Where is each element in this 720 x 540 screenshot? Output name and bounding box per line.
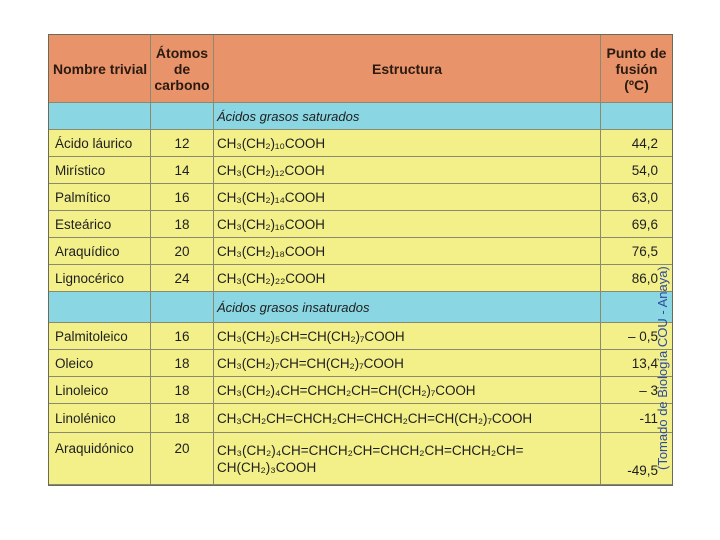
carbon-count: 16 xyxy=(151,323,214,350)
acid-name: Palmítico xyxy=(49,184,151,211)
section-saturated-title: Ácidos grasos saturados xyxy=(214,103,601,130)
melting-point: -49,5 xyxy=(601,433,672,485)
melting-point: 69,6 xyxy=(601,211,672,238)
structure-formula: CH₃(CH₂)₇CH=CH(CH₂)₇COOH xyxy=(214,350,601,377)
acid-name: Oleico xyxy=(49,350,151,377)
fatty-acids-table xyxy=(48,34,673,486)
header-name: Nombre trivial xyxy=(49,35,151,103)
carbon-count: 12 xyxy=(151,130,214,157)
header-carbons: Átomos de carbono xyxy=(151,35,214,103)
carbon-count: 20 xyxy=(151,433,214,485)
section-saturated-row xyxy=(49,103,672,130)
structure-formula: CH₃(CH₂)₂₂COOH xyxy=(214,265,601,292)
source-credit: (Tomado de Biología COU - Anaya) xyxy=(655,266,670,470)
structure-formula: CH₃(CH₂)₅CH=CH(CH₂)₇COOH xyxy=(214,323,601,350)
table-row xyxy=(49,433,672,485)
carbon-count: 14 xyxy=(151,157,214,184)
table-row xyxy=(49,323,672,350)
acid-name: Araquidónico xyxy=(49,433,151,485)
carbon-count: 18 xyxy=(151,211,214,238)
structure-formula: CH₃(CH₂)₁₄COOH xyxy=(214,184,601,211)
acid-name: Linoleico xyxy=(49,377,151,404)
melting-point: 54,0 xyxy=(601,157,672,184)
table-row xyxy=(49,377,672,404)
table-row xyxy=(49,265,672,292)
carbon-count: 20 xyxy=(151,238,214,265)
carbon-count: 18 xyxy=(151,350,214,377)
melting-point: – 0,5 xyxy=(601,323,672,350)
header-structure: Estructura xyxy=(214,35,601,103)
table-row xyxy=(49,211,672,238)
structure-formula: CH₃(CH₂)₁₀COOH xyxy=(214,130,601,157)
melting-point: 63,0 xyxy=(601,184,672,211)
acid-name: Esteárico xyxy=(49,211,151,238)
table-row xyxy=(49,184,672,211)
table-row xyxy=(49,238,672,265)
melting-point: 44,2 xyxy=(601,130,672,157)
carbon-count: 16 xyxy=(151,184,214,211)
acid-name: Mirístico xyxy=(49,157,151,184)
section-unsaturated-row xyxy=(49,292,672,323)
melting-point: 86,0 xyxy=(601,265,672,292)
acid-name: Lignocérico xyxy=(49,265,151,292)
structure-formula: CH₃(CH₂)₄CH=CHCH₂CH=CH(CH₂)₇COOH xyxy=(214,377,601,404)
table-row xyxy=(49,130,672,157)
table-row xyxy=(49,404,672,433)
carbon-count: 18 xyxy=(151,377,214,404)
carbon-count: 24 xyxy=(151,265,214,292)
carbon-count: 18 xyxy=(151,404,214,433)
melting-point: – 3 xyxy=(601,377,672,404)
melting-point: -11 xyxy=(601,404,672,433)
table-row xyxy=(49,350,672,377)
section-unsaturated-title: Ácidos grasos insaturados xyxy=(214,292,601,323)
acid-name: Linolénico xyxy=(49,404,151,433)
melting-point: 13,4 xyxy=(601,350,672,377)
structure-formula: CH₃(CH₂)₁₆COOH xyxy=(214,211,601,238)
acid-name: Palmitoleico xyxy=(49,323,151,350)
table-header-row xyxy=(49,35,672,103)
acid-name: Araquídico xyxy=(49,238,151,265)
melting-point: 76,5 xyxy=(601,238,672,265)
structure-formula: CH₃(CH₂)₄CH=CHCH₂CH=CHCH₂CH=CHCH₂CH= CH(CH₂)₃COOH xyxy=(214,433,601,485)
header-melting: Punto de fusión (ºC) xyxy=(601,35,672,103)
structure-formula: CH₃CH₂CH=CHCH₂CH=CHCH₂CH=CH(CH₂)₇COOH xyxy=(214,404,601,433)
table-row xyxy=(49,157,672,184)
acid-name: Ácido láurico xyxy=(49,130,151,157)
structure-formula: CH₃(CH₂)₁₈COOH xyxy=(214,238,601,265)
structure-formula: CH₃(CH₂)₁₂COOH xyxy=(214,157,601,184)
